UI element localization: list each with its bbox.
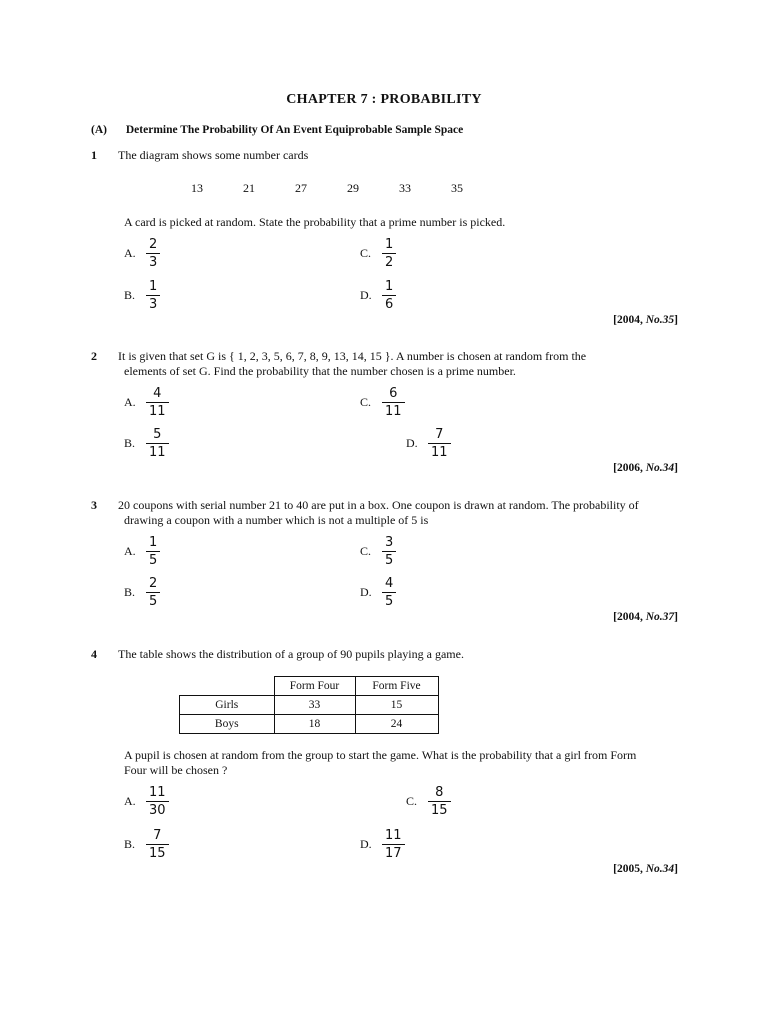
- question-4-text-line1: A pupil is chosen at random from the group to start the game. What is the probability that a girl from Form: [124, 748, 637, 762]
- fraction: $\frac{5}{11}$: [146, 427, 169, 460]
- number-card: 35: [451, 181, 463, 195]
- option-c[interactable]: [360, 535, 396, 568]
- number-card: 13: [191, 181, 203, 195]
- option-b[interactable]: [124, 427, 169, 460]
- table-header: Form Four: [274, 677, 355, 696]
- number-card: 29: [347, 181, 359, 195]
- row-label: Boys: [180, 715, 275, 734]
- option-label: C.: [406, 794, 418, 808]
- reference-tag: [2005, No.34]: [613, 863, 678, 875]
- fraction: $\frac{8}{15}$: [428, 785, 451, 818]
- distribution-table: [179, 676, 439, 734]
- option-label: A.: [124, 794, 136, 808]
- fraction: $\frac{6}{11}$: [382, 386, 405, 419]
- question-1-prompt: A card is picked at random. State the probability that a prime number is picked.: [124, 215, 506, 229]
- option-label: A.: [124, 395, 136, 409]
- option-b[interactable]: [124, 576, 160, 609]
- table-row: [180, 715, 439, 734]
- question-3-text-line2: drawing a coupon with a number which is not a multiple of 5 is: [124, 513, 429, 527]
- row-label: Girls: [180, 696, 275, 715]
- question-number-4: 4: [91, 647, 97, 661]
- table-cell: 15: [355, 696, 438, 715]
- option-b[interactable]: [124, 279, 160, 312]
- number-card: 27: [295, 181, 307, 195]
- option-label: A.: [124, 246, 136, 260]
- option-label: D.: [360, 837, 372, 851]
- table-cell: 18: [274, 715, 355, 734]
- option-label: B.: [124, 288, 136, 302]
- fraction: $\frac{2}{3}$: [146, 237, 160, 270]
- reference-tag: [2004, No.35]: [613, 314, 678, 326]
- question-2-text-line1: It is given that set G is { 1, 2, 3, 5, 6, 7, 8, 9, 13, 14, 15 }. A number is chosen at random from the: [118, 349, 587, 363]
- fraction: $\frac{2}{5}$: [146, 576, 160, 609]
- option-a[interactable]: [124, 535, 160, 568]
- fraction: $\frac{3}{5}$: [382, 535, 396, 568]
- option-label: D.: [406, 436, 418, 450]
- option-label: D.: [360, 288, 372, 302]
- option-label: D.: [360, 585, 372, 599]
- number-card: 21: [243, 181, 255, 195]
- option-c[interactable]: [360, 386, 405, 419]
- option-a[interactable]: [124, 785, 169, 818]
- section-label: (A): [91, 124, 107, 136]
- fraction: $\frac{1}{5}$: [146, 535, 160, 568]
- question-1-intro: The diagram shows some number cards: [118, 148, 309, 162]
- option-c[interactable]: [360, 237, 396, 270]
- option-label: A.: [124, 544, 136, 558]
- fraction: $\frac{4}{11}$: [146, 386, 169, 419]
- fraction: $\frac{1}{3}$: [146, 279, 160, 312]
- fraction: $\frac{11}{17}$: [382, 828, 405, 861]
- table-row: [180, 696, 439, 715]
- fraction: $\frac{7}{15}$: [146, 828, 169, 861]
- option-d[interactable]: [360, 279, 396, 312]
- number-cards: [182, 181, 472, 196]
- fraction: $\frac{1}{2}$: [382, 237, 396, 270]
- fraction: $\frac{1}{6}$: [382, 279, 396, 312]
- section-heading: [91, 124, 463, 136]
- option-a[interactable]: [124, 237, 160, 270]
- question-4-intro: The table shows the distribution of a group of 90 pupils playing a game.: [118, 647, 464, 661]
- option-label: B.: [124, 585, 136, 599]
- question-number-1: 1: [91, 148, 97, 162]
- question-number-3: 3: [91, 498, 97, 512]
- table-cell: 24: [355, 715, 438, 734]
- table-header: Form Five: [355, 677, 438, 696]
- option-b[interactable]: [124, 828, 169, 861]
- reference-tag: [2004, No.37]: [613, 611, 678, 623]
- option-d[interactable]: [360, 828, 405, 861]
- option-label: B.: [124, 436, 136, 450]
- option-label: C.: [360, 246, 372, 260]
- reference-tag: [2006, No.34]: [613, 462, 678, 474]
- number-card: 33: [399, 181, 411, 195]
- question-2-text-line2: elements of set G. Find the probability that the number chosen is a prime number.: [124, 364, 516, 378]
- section-title: Determine The Probability Of An Event Equiprobable Sample Space: [125, 124, 464, 136]
- option-label: C.: [360, 395, 372, 409]
- option-d[interactable]: [360, 576, 396, 609]
- question-3-text-line1: 20 coupons with serial number 21 to 40 are put in a box. One coupon is drawn at random. The probability of: [118, 498, 639, 512]
- table-corner: [180, 677, 275, 696]
- option-label: B.: [124, 837, 136, 851]
- option-label: C.: [360, 544, 372, 558]
- question-number-2: 2: [91, 349, 97, 363]
- option-d[interactable]: [406, 427, 451, 460]
- table-cell: 33: [274, 696, 355, 715]
- fraction: $\frac{7}{11}$: [428, 427, 451, 460]
- option-a[interactable]: [124, 386, 169, 419]
- chapter-title: CHAPTER 7 : PROBABILITY: [286, 92, 482, 107]
- fraction: $\frac{11}{30}$: [146, 785, 169, 818]
- question-4-text-line2: Four will be chosen ?: [124, 763, 228, 777]
- fraction: $\frac{4}{5}$: [382, 576, 396, 609]
- option-c[interactable]: [406, 785, 451, 818]
